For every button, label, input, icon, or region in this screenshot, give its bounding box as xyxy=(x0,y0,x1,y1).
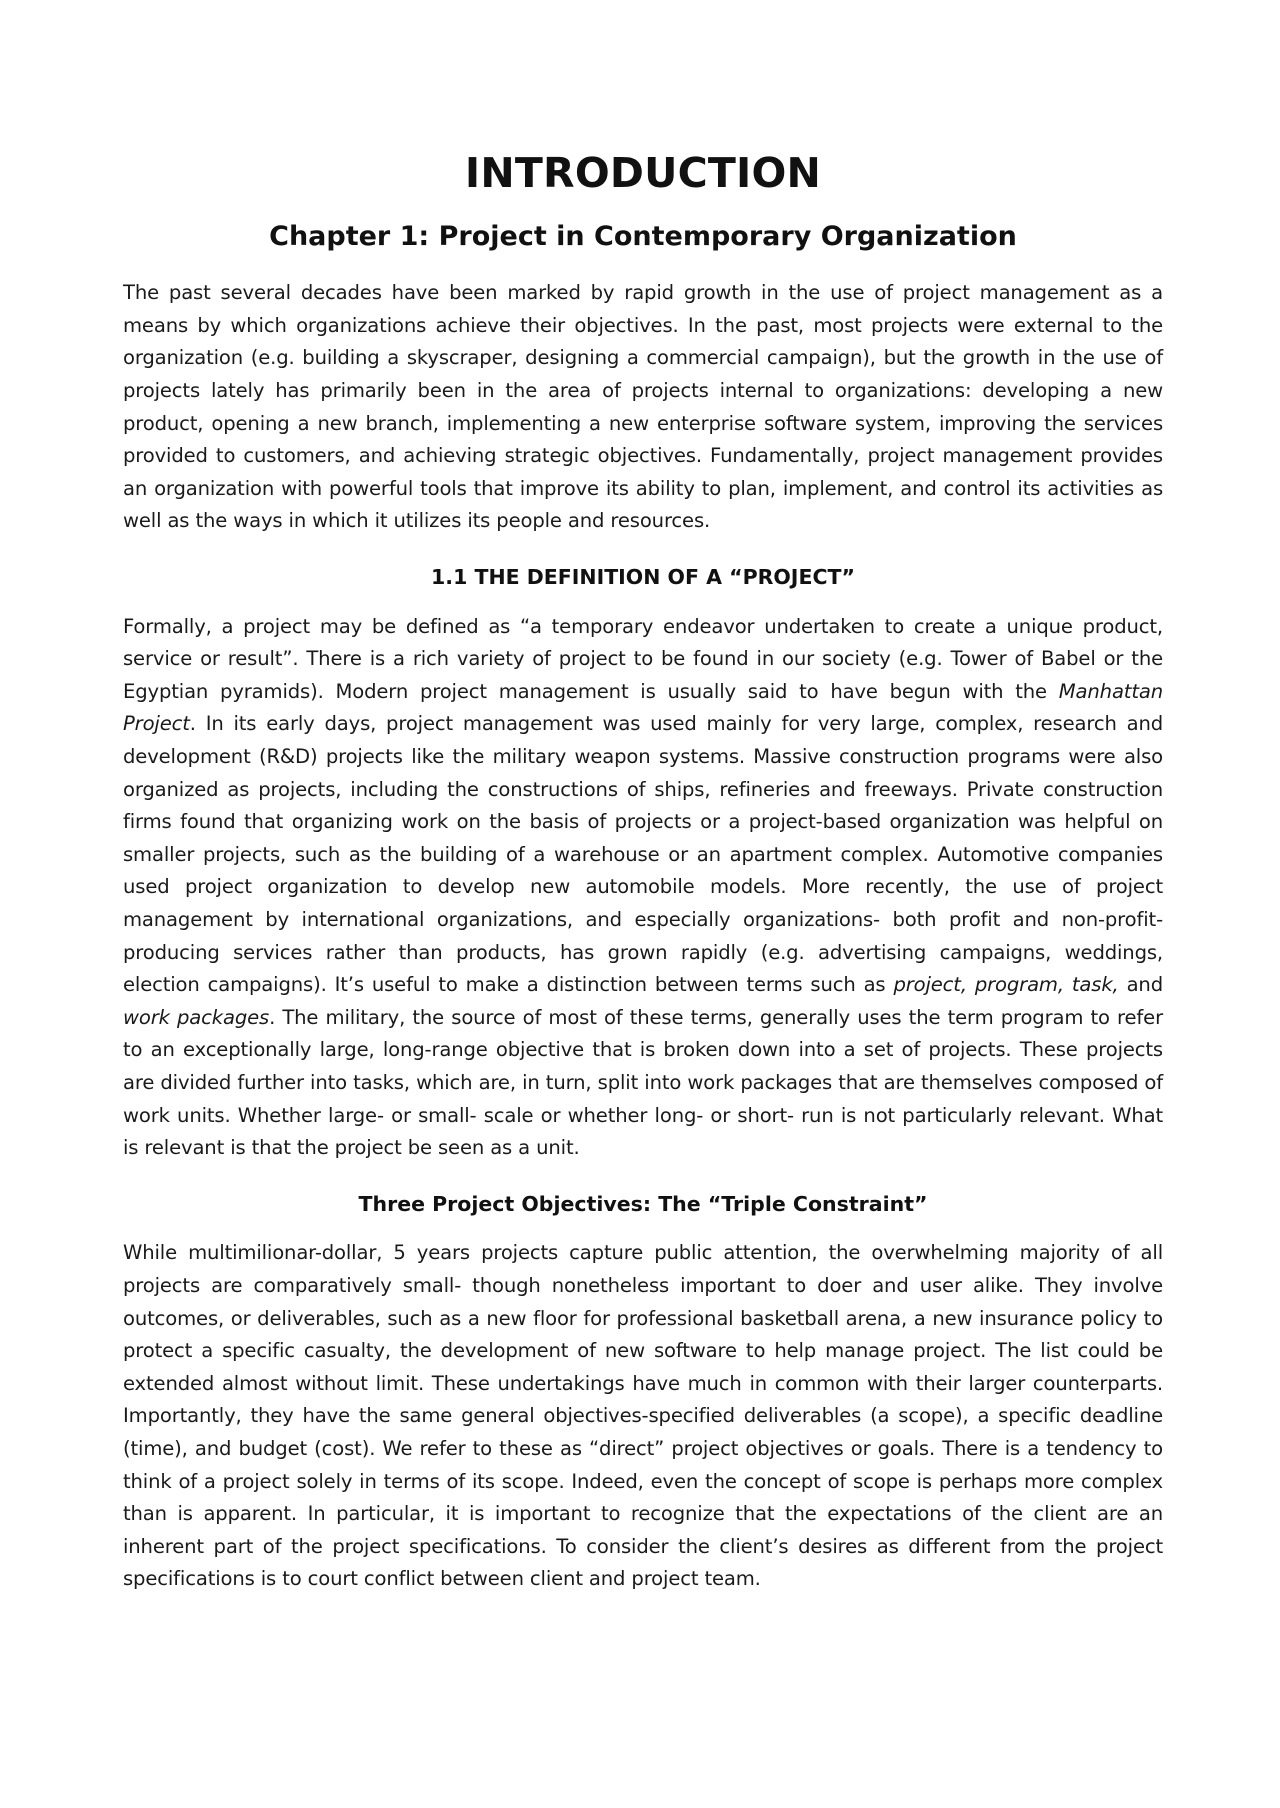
document-page xyxy=(123,150,1163,1596)
definition-paragraph xyxy=(123,611,1163,1165)
work-packages-italic: work packages xyxy=(123,1005,270,1029)
definition-text-part-3: and xyxy=(1118,973,1163,997)
intro-paragraph: The past several decades have been marked by rapid growth in the use of project management as a means by which organizations achieve their objectives. In the past, most projects were external to the organization (e.g. building a skyscraper, designing a commercial campaign), but the growth in the use of projects lately has primarily been in the area of projects internal to organizations: developing a new product, opening a new branch, implementing a new enterprise software system, improving the services provided to customers, and achieving strategic objectives. Fundamentally, project management provides an organization with powerful tools that improve its ability to plan, implement, and control its activities as well as the ways in which it utilizes its people and resources. xyxy=(123,281,1163,533)
definition-text-part-4: . The military, the source of most of these terms, generally uses the term program to refer to an exceptionally large, long-range objective that is broken down into a set of projects. These projects are divided further into tasks, which are, in turn, split into work packages that are themselves composed of work units. Whether large- or small- scale or whether long- or short- run is not particularly relevant. What is relevant is that the project be seen as a unit. xyxy=(123,1005,1163,1160)
definition-text-part-1: Formally, a project may be defined as “a temporary endeavor undertaken to create a unique product, service or result”. There is a rich variety of project to be found in our society (e.g. Tower of Babel or the Egyptian pyramids). Modern project management is usually said to have begun with the xyxy=(123,614,1163,703)
section-heading-triple-constraint: Three Project Objectives: The “Triple Constraint” xyxy=(358,1191,928,1216)
definition-text-part-2: . In its early days, project management was used mainly for very large, complex, research and development (R&D) projects like the military weapon systems. Massive construction programs were also organized as projects, including the constructions of ships, refineries and freeways. Private construction firms found that organizing work on the basis of projects or a project-based organization was helpful on smaller projects, such as the building of a warehouse or an apartment complex. Automotive companies used project organization to develop new automobile models. More recently, the use of project management by international organizations, and especially organizations- both profit and non-profit- producing services rather than products, has grown rapidly (e.g. advertising campaigns, weddings, election campaigns). It’s useful to make a distinction between terms such as xyxy=(123,712,1163,997)
chapter-heading: Chapter 1: Project in Contemporary Organization xyxy=(269,221,1017,253)
page-title: INTRODUCTION xyxy=(464,149,822,197)
triple-constraint-paragraph: While multimilionar-dollar, 5 years projects capture public attention, the overwhelming majority of all projects are comparatively small- though nonetheless important to doer and user alike. They involve outcomes, or deliverables, such as a new floor for professional basketball arena, a new insurance policy to protect a specific casualty, the development of new software to help manage project. The list could be extended almost without limit. These undertakings have much in common with their larger counterparts. Importantly, they have the same general objectives-specified deliverables (a scope), a specific deadline (time), and budget (cost). We refer to these as “direct” project objectives or goals. There is a tendency to think of a project solely in terms of its scope. Indeed, even the concept of scope is perhaps more complex than is apparent. In particular, it is important to recognize that the expectations of the client are an inherent part of the project specifications. To consider the client’s desires as different from the project specifications is to court conflict between client and project team. xyxy=(123,1241,1163,1591)
terms-italic: project, program, task, xyxy=(893,973,1119,997)
manhattan-project-italic: Manhattan Project xyxy=(123,679,1163,736)
section-heading-definition: 1.1 THE DEFINITION OF A “PROJECT” xyxy=(431,564,855,589)
